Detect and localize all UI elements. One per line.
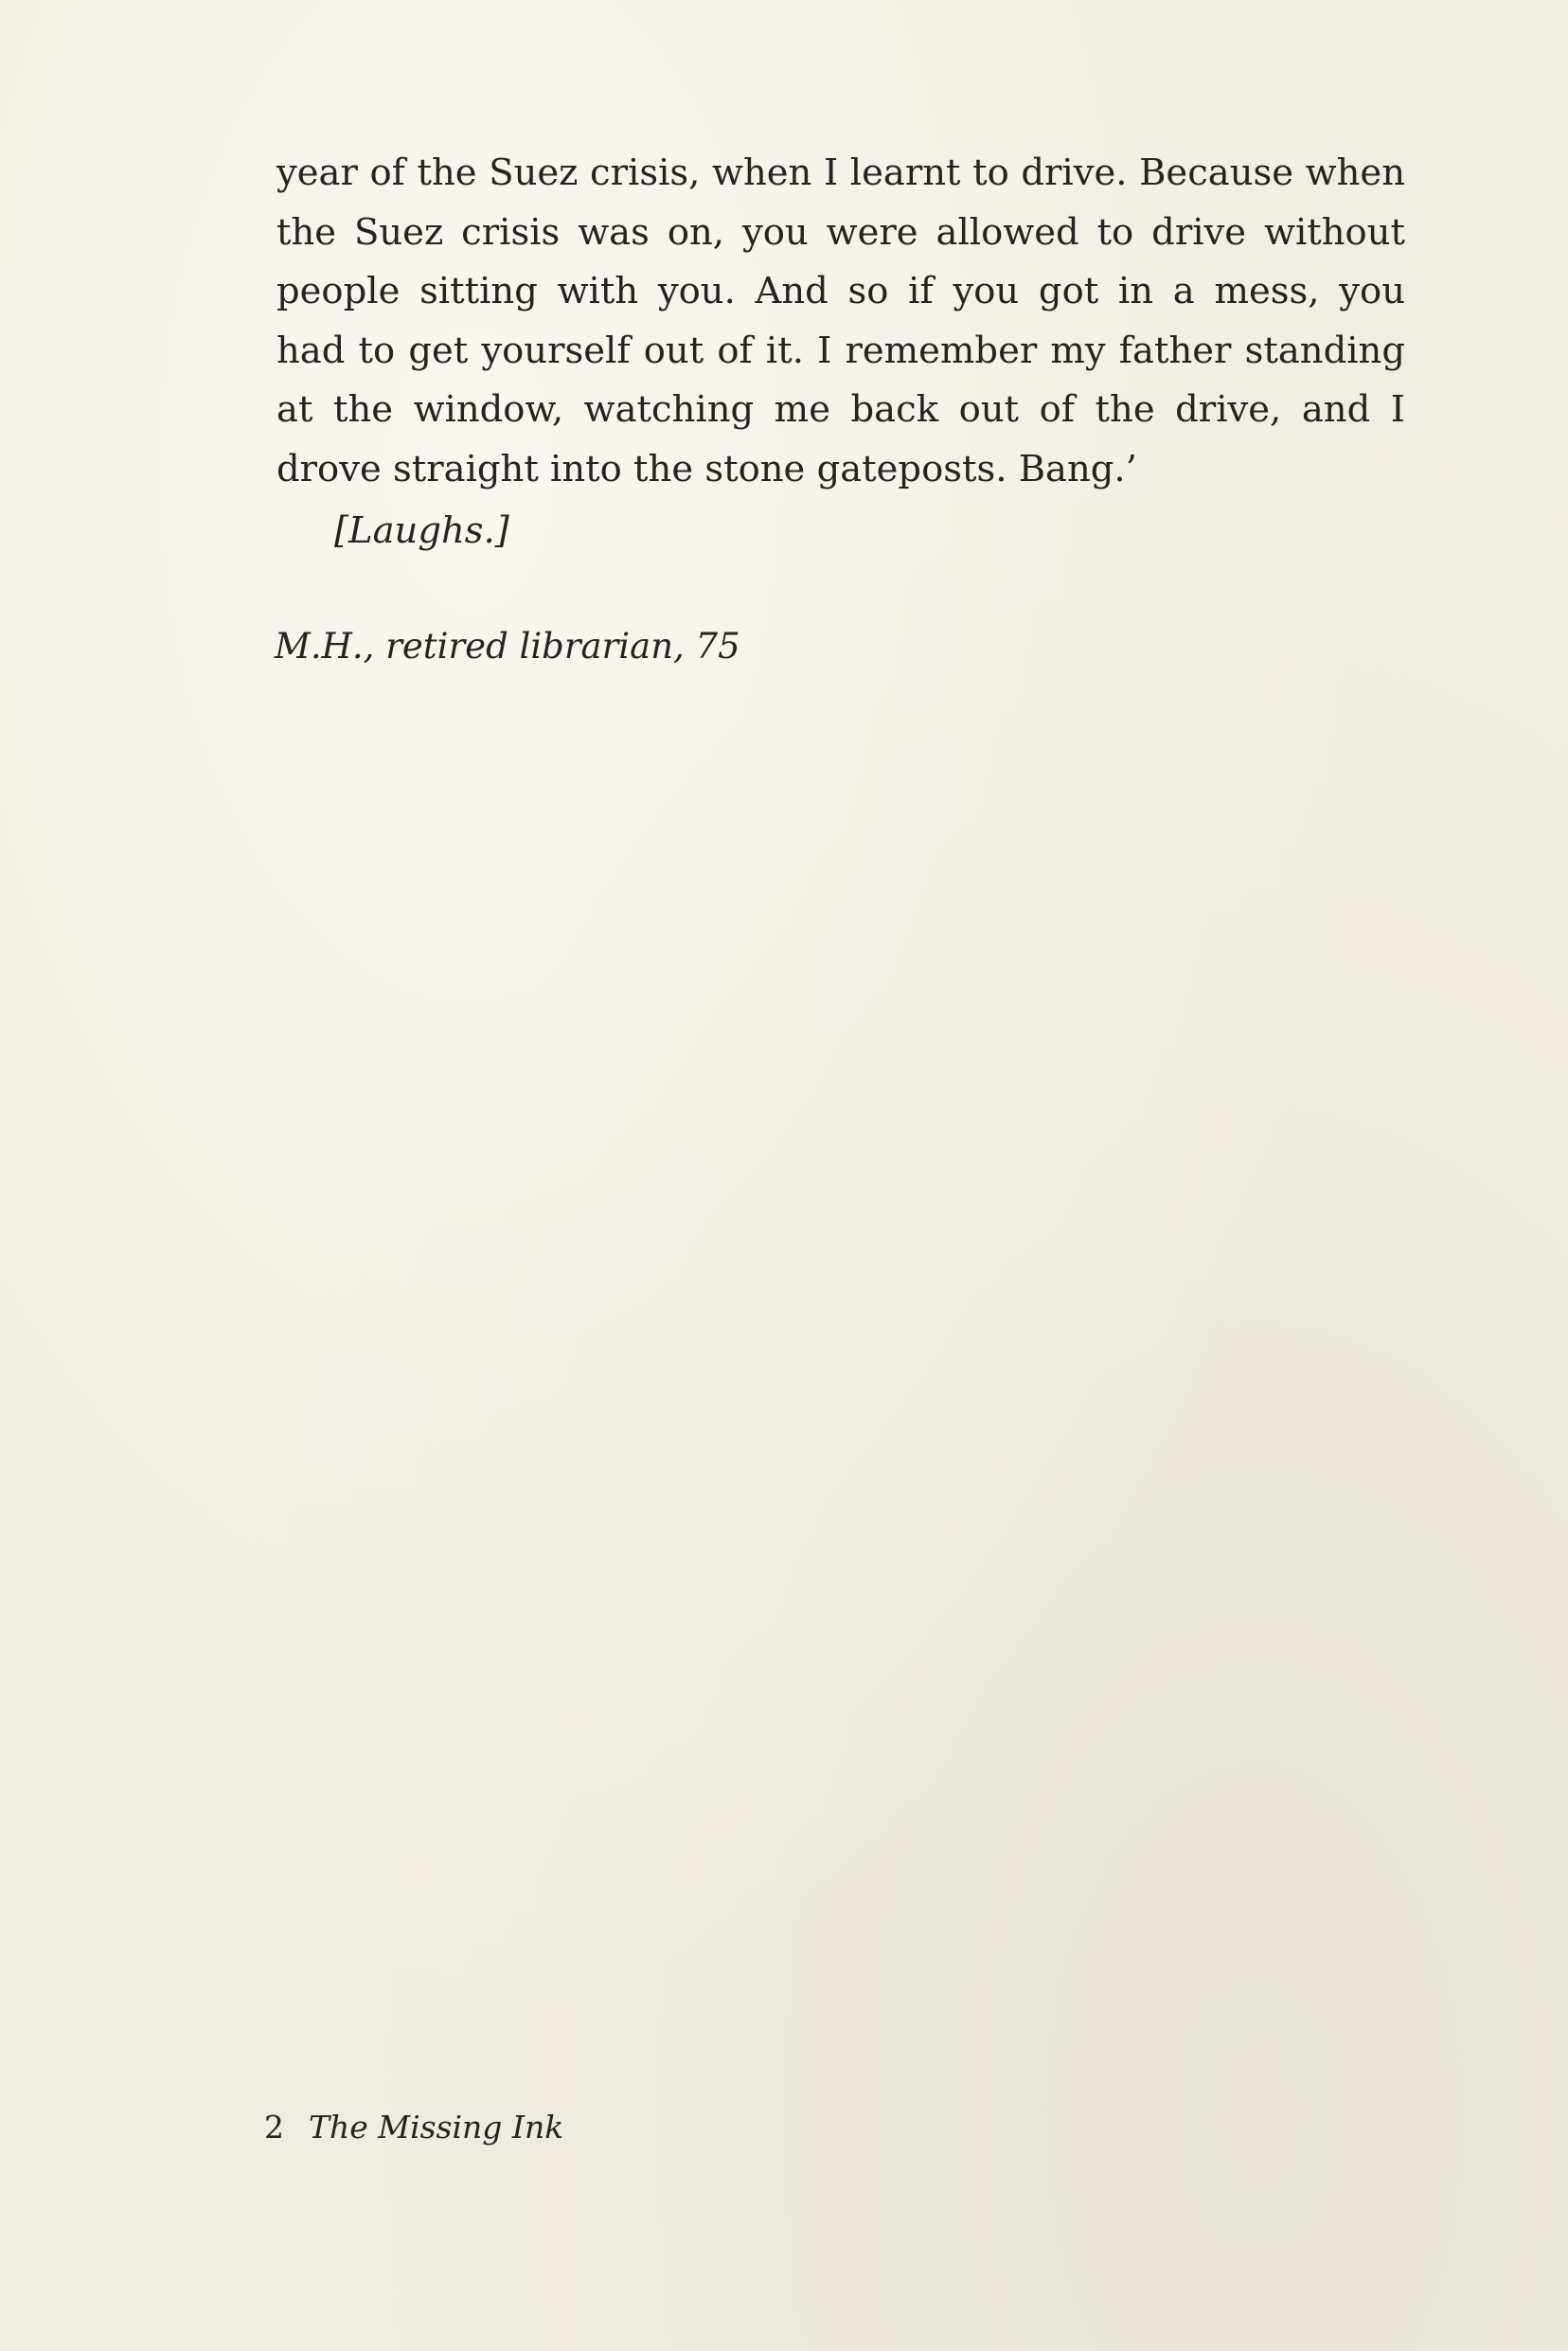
speaker-attribution: M.H., retired librarian, 75 [275, 626, 740, 667]
body-line: people sitting with you. And so if you got in a mess, you [276, 270, 1405, 312]
page-number: 2 [264, 2109, 284, 2146]
body-paragraph [276, 144, 1405, 499]
body-line: at the window, watching me back out of the drive, and I [276, 388, 1405, 431]
stage-direction: [Laughs.] [334, 509, 509, 552]
body-line: the Suez crisis was on, you were allowed to drive without [276, 210, 1405, 254]
body-line: drove straight into the stone gateposts. Bang.’ [276, 447, 1137, 490]
running-title: The Missing Ink [309, 2109, 564, 2146]
page-footer [264, 2104, 563, 2151]
body-line: year of the Suez crisis, when I learnt to drive. Because when [276, 151, 1405, 194]
body-line: had to get yourself out of it. I remember my father standing [276, 329, 1405, 372]
